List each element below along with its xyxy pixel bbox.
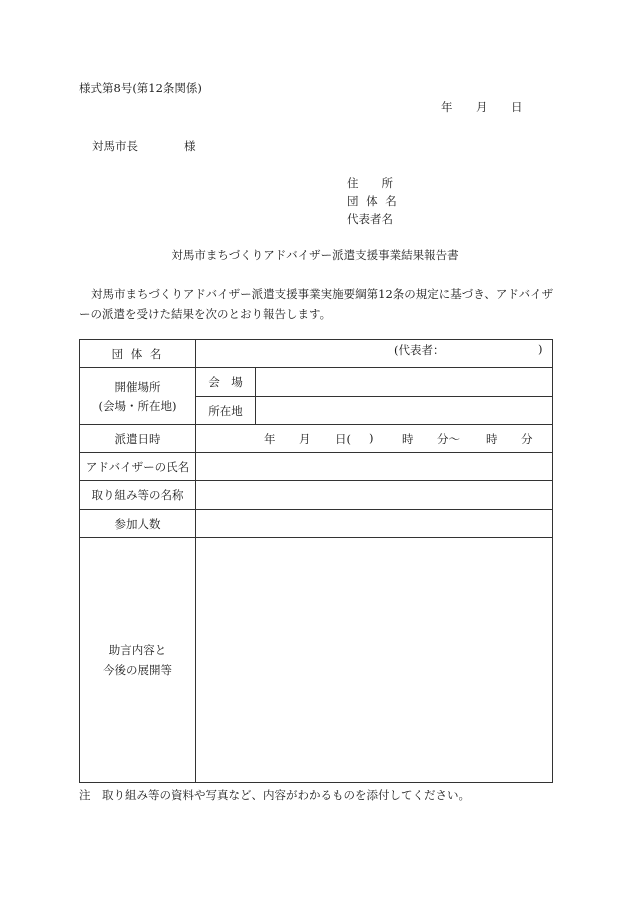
advice-field[interactable] <box>196 538 553 783</box>
table-row <box>80 481 553 510</box>
report-table <box>79 339 553 783</box>
venue-address-field[interactable] <box>256 397 553 425</box>
dt-minute-start: 分～ <box>437 432 460 446</box>
venue-label: 開催場所 (会場・所在地) <box>80 368 196 425</box>
venue-address-label: 所在地 <box>196 397 256 425</box>
advisor-name-field[interactable] <box>196 453 553 481</box>
participants-field[interactable] <box>196 510 553 538</box>
group-name-field[interactable] <box>196 340 553 368</box>
rep-close-label: ) <box>538 342 543 356</box>
table-row <box>80 425 553 453</box>
dt-hour-end: 時 <box>486 432 498 446</box>
activity-name-label: 取り組み等の名称 <box>80 481 196 510</box>
applicant-rep-label: 代表者名 <box>347 212 393 226</box>
date-day-label: 日 <box>511 100 523 114</box>
dispatch-datetime-field[interactable] <box>196 425 553 453</box>
activity-name-field[interactable] <box>196 481 553 510</box>
dt-paren-close: ) <box>369 431 374 445</box>
dt-year: 年 <box>264 432 276 446</box>
table-row <box>80 340 553 368</box>
applicant-address-label: 住 所 <box>347 176 393 190</box>
advisor-name-label: アドバイザーの氏名 <box>80 453 196 481</box>
dt-day: 日( <box>335 432 351 446</box>
hall-field[interactable] <box>256 368 553 397</box>
hall-label: 会 場 <box>196 368 256 397</box>
dispatch-datetime-label: 派遣日時 <box>80 425 196 453</box>
date-year-label: 年 <box>441 100 453 114</box>
recipient-mayor: 対馬市長 <box>92 139 138 153</box>
table-row <box>80 538 553 783</box>
table-row <box>80 368 553 397</box>
table-row <box>80 453 553 481</box>
recipient-honorific: 様 <box>184 139 196 153</box>
intro-paragraph: 対馬市まちづくりアドバイザー派遣支援事業実施要綱第12条の規定に基づき、アドバイザーの派遣を受けた結果を次のとおり報告します。 <box>79 287 554 321</box>
footnote: 注 取り組み等の資料や写真など、内容がわかるものを添付してください。 <box>79 788 470 802</box>
participants-label: 参加人数 <box>80 510 196 538</box>
dt-minute-end: 分 <box>521 432 533 446</box>
form-number: 様式第8号(第12条関係) <box>79 81 202 95</box>
group-name-label: 団 体 名 <box>80 340 196 368</box>
advice-label: 助言内容と 今後の展開等 <box>80 538 196 783</box>
table-row <box>80 510 553 538</box>
dt-month: 月 <box>299 432 311 446</box>
applicant-group-label: 団 体 名 <box>347 194 399 208</box>
rep-open-label: (代表者： <box>394 343 445 357</box>
document-title: 対馬市まちづくりアドバイザー派遣支援事業結果報告書 <box>171 248 459 262</box>
date-month-label: 月 <box>476 100 488 114</box>
dt-hour-start: 時 <box>402 432 414 446</box>
